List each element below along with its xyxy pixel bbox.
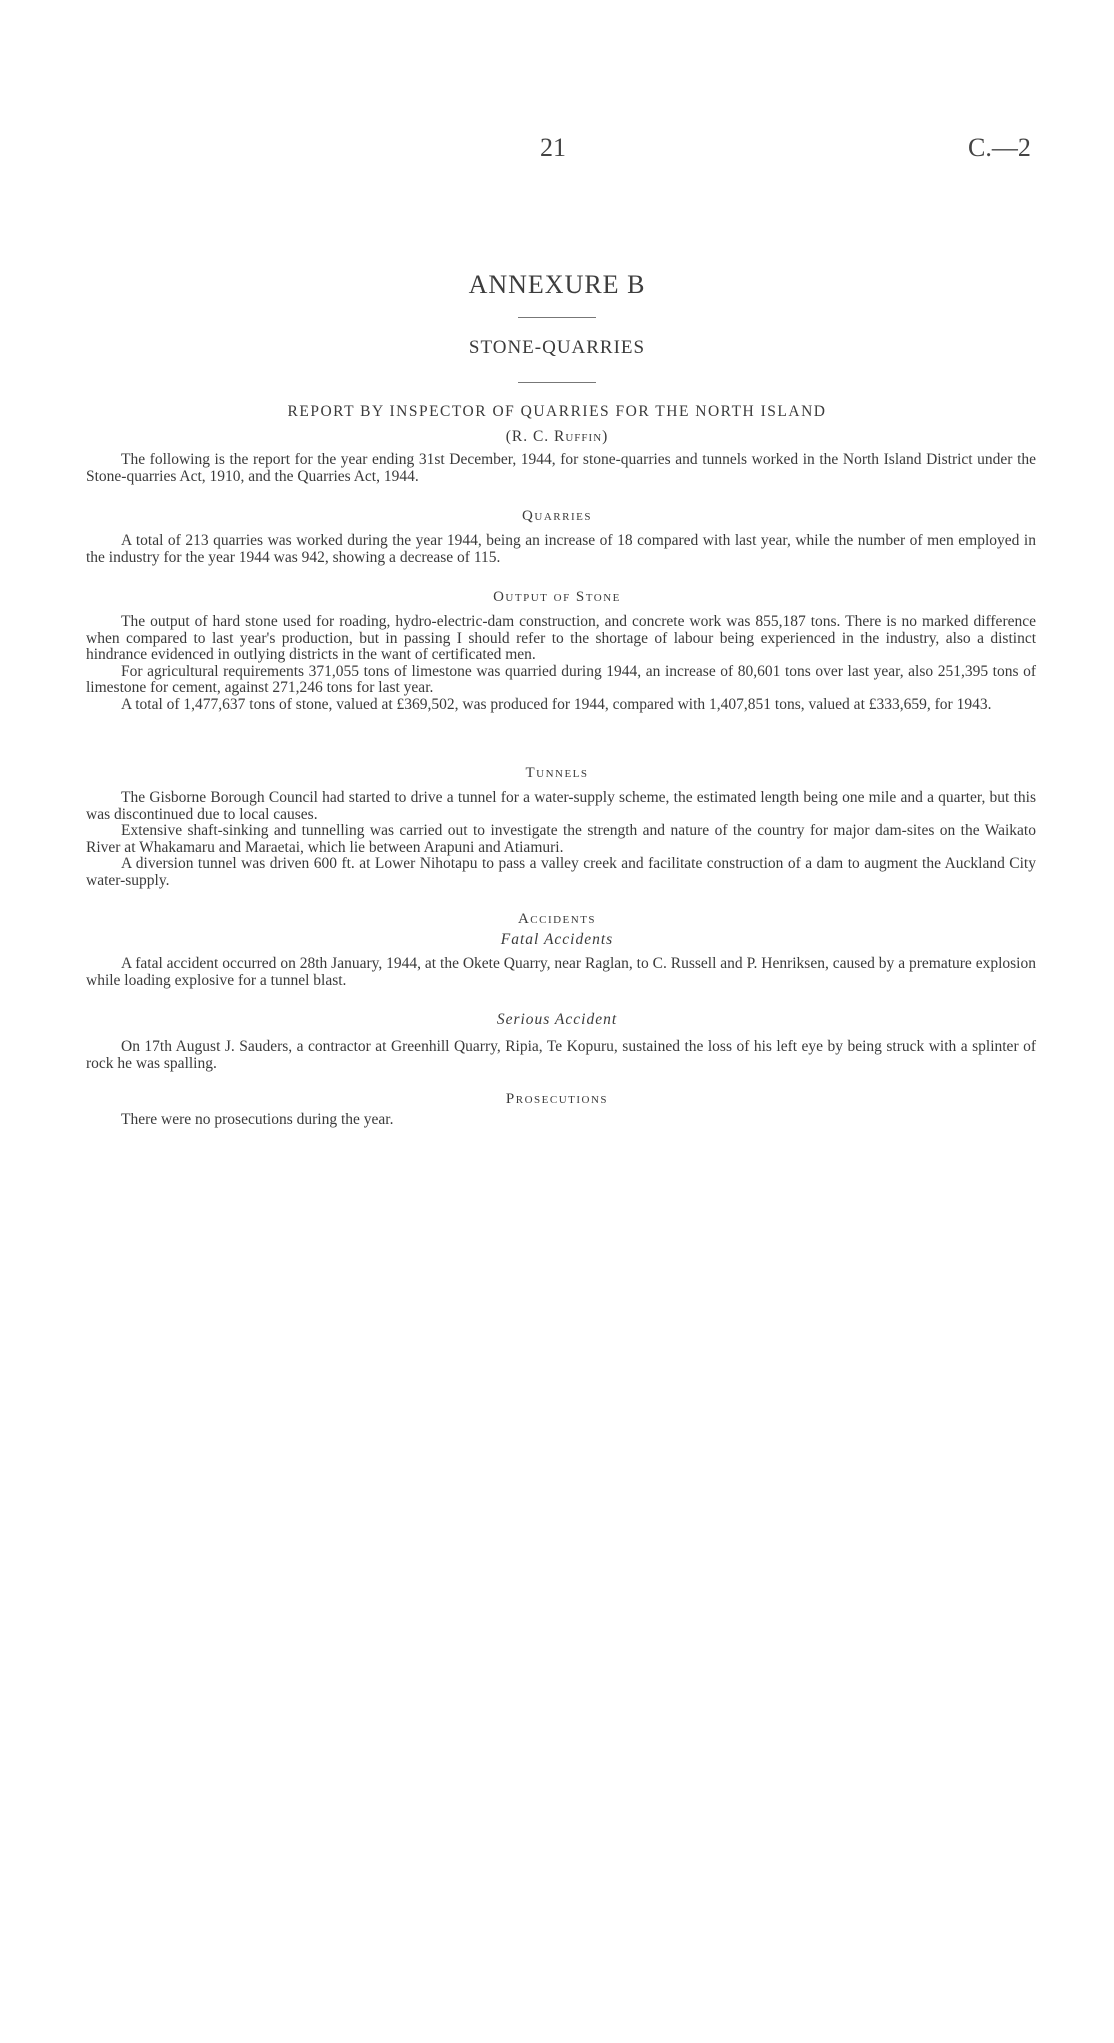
- paragraph: Extensive shaft-sinking and tunnelling was carried out to investigate the strength and nature of the country for major dam-sites on the Waikato River at Whakamaru and Maraetai, which lie between Arapuni and Atiamuri.: [86, 822, 1036, 856]
- inspector-name: (R. C. Ruffin): [505, 428, 609, 445]
- prosecutions-section: [86, 1112, 1036, 1129]
- heading-output-of-stone: Output of Stone: [493, 589, 621, 605]
- divider-rule: [518, 317, 596, 318]
- intro-paragraph: [86, 452, 1036, 485]
- paragraph: For agricultural requirements 371,055 tons of limestone was quarried during 1944, an increase of 80,601 tons over last year, also 251,395 tons of limestone for cement, against 271,246 tons for last year.: [86, 662, 1036, 696]
- divider-rule: [518, 382, 596, 383]
- report-title: REPORT BY INSPECTOR OF QUARRIES FOR THE NORTH ISLAND: [287, 403, 827, 420]
- paragraph: A fatal accident occurred on 28th January, 1944, at the Okete Quarry, near Raglan, to C. Russell and P. Henriksen, caused by a premature explosion while loading explosive for a tunnel blast.: [86, 955, 1036, 989]
- heading-serious-accident: Serious Accident: [496, 1011, 618, 1028]
- quarries-section: [86, 533, 1036, 566]
- heading-fatal-accidents: Fatal Accidents: [500, 931, 614, 948]
- heading-tunnels: Tunnels: [525, 765, 589, 781]
- document-reference: C.—2: [968, 133, 1031, 162]
- serious-accident-section: [86, 1039, 1036, 1072]
- heading-accidents: Accidents: [517, 911, 597, 927]
- paragraph: The following is the report for the year ending 31st December, 1944, for stone-quarries and tunnels worked in the North Island District under the Stone-quarries Act, 1910, and the Quarries Act, 1944.: [86, 451, 1036, 485]
- section-title: STONE-QUARRIES: [468, 337, 646, 358]
- page-number: 21: [540, 133, 566, 162]
- paragraph: A total of 213 quarries was worked during the year 1944, being an increase of 18 compared with last year, while the number of men employed in the industry for the year 1944 was 942, showing a decrease of 115.: [86, 532, 1036, 566]
- paragraph: A total of 1,477,637 tons of stone, valued at £369,502, was produced for 1944, compared with 1,407,851 tons, valued at £333,659, for 1943.: [121, 695, 992, 713]
- fatal-accidents-section: [86, 956, 1036, 989]
- heading-quarries: Quarries: [522, 508, 592, 524]
- output-section: [86, 614, 1036, 713]
- paragraph: A diversion tunnel was driven 600 ft. at Lower Nihotapu to pass a valley creek and facilitate construction of a dam to augment the Auckland City water-supply.: [86, 855, 1036, 889]
- paragraph: On 17th August J. Sauders, a contractor at Greenhill Quarry, Ripia, Te Kopuru, sustained the loss of his left eye by being struck with a splinter of rock he was spalling.: [86, 1038, 1036, 1072]
- heading-prosecutions: Prosecutions: [505, 1091, 609, 1107]
- tunnels-section: [86, 790, 1036, 889]
- paragraph: There were no prosecutions during the year.: [121, 1111, 394, 1128]
- paragraph: The Gisborne Borough Council had started to drive a tunnel for a water-supply scheme, the estimated length being one mile and a quarter, but this was discontinued due to local causes.: [86, 789, 1036, 823]
- annexure-title: ANNEXURE B: [468, 270, 646, 299]
- paragraph: The output of hard stone used for roading, hydro-electric-dam construction, and concrete work was 855,187 tons. There is no marked difference when compared to last year's production, but in passing I should refer to the shortage of labour being experienced in the industry, also a distinct hindrance evidenced in outlying districts in the want of certificated men.: [86, 613, 1036, 663]
